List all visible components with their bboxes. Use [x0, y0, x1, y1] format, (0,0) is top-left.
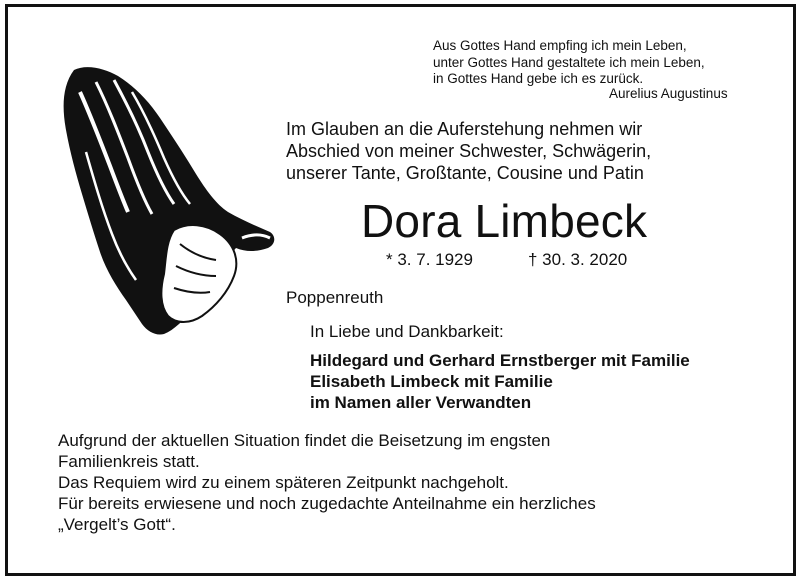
intro-text: [286, 118, 651, 184]
mourner-line: im Namen aller Verwandten: [310, 393, 532, 412]
notice-line: Familienkreis statt.: [58, 452, 200, 471]
quote-line: unter Gottes Hand gestaltete ich mein Leben,: [433, 54, 705, 70]
quote-author: Aurelius Augustinus: [609, 86, 728, 101]
deceased-name: Dora Limbeck: [361, 195, 648, 247]
notice-line: Das Requiem wird zu einem späteren Zeitpunkt nachgeholt.: [58, 473, 509, 492]
quote: [433, 38, 705, 88]
mourner-line: Hildegard und Gerhard Ernstberger mit Familie: [310, 351, 690, 370]
mourner-line: Elisabeth Limbeck mit Familie: [310, 372, 553, 391]
intro-line: Abschied von meiner Schwester, Schwägerin,: [286, 141, 652, 161]
mourners-heading: In Liebe und Dankbarkeit:: [310, 322, 504, 341]
intro-line: Im Glauben an die Auferstehung nehmen wir: [286, 119, 643, 139]
notice-text: [58, 430, 596, 535]
praying-hands-icon: [56, 62, 278, 340]
intro-line: unserer Tante, Großtante, Cousine und Patin: [286, 163, 644, 183]
quote-line: Aus Gottes Hand empfing ich mein Leben,: [433, 38, 687, 53]
notice-line: Für bereits erwiesene und noch zugedachte Anteilnahme ein herzliches: [58, 494, 596, 513]
notice-line: Aufgrund der aktuellen Situation findet die Beisetzung im engsten: [58, 431, 551, 450]
quote-line: in Gottes Hand gebe ich es zurück.: [433, 71, 644, 86]
place: Poppenreuth: [286, 288, 384, 307]
mourners-list: [310, 350, 690, 413]
death-date: † 30. 3. 2020: [528, 250, 628, 269]
notice-line: „Vergelt’s Gott“.: [58, 515, 176, 534]
birth-date: * 3. 7. 1929: [386, 250, 473, 269]
